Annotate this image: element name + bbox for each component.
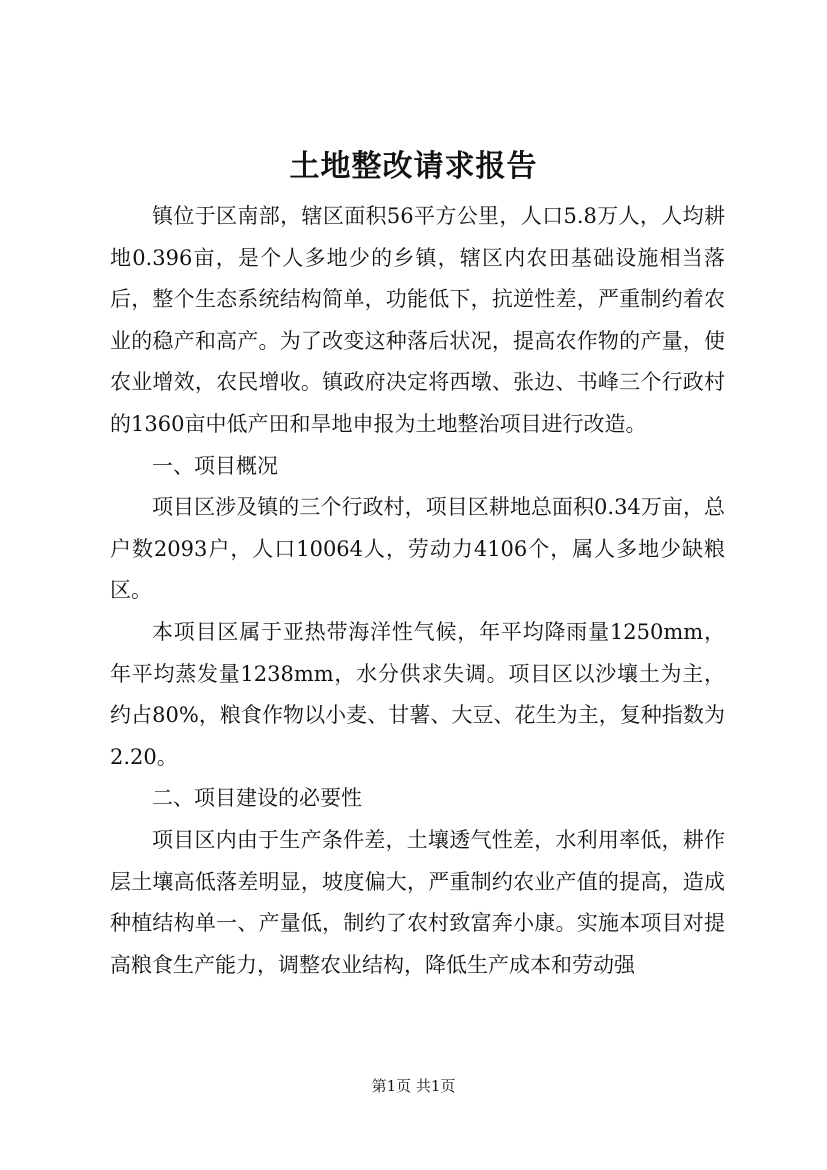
document-body (110, 196, 725, 986)
paragraph-climate: 本项目区属于亚热带海洋性气候，年平均降雨量1250mm，年平均蒸发量1238mm，水分供求失调。项目区以沙壤土为主，约占80%，粮食作物以小麦、甘薯、大豆、花生为主，复种指数为2.20。 (110, 619, 725, 769)
section-heading-overview: 一、项目概况 (152, 453, 278, 478)
paragraph-necessity: 项目区内由于生产条件差，土壤透气性差，水利用率低，耕作层土壤高低落差明显，坡度偏大，严重制约农业产值的提高，造成种植结构单一、产量低，制约了农村致富奔小康。实施本项目对提高粮食生产能力，调整农业结构，降低生产成本和劳动强 (110, 827, 725, 977)
paragraph-overview: 项目区涉及镇的三个行政村，项目区耕地总面积0.34万亩，总户数2093户，人口10064人，劳动力4106个，属人多地少缺粮区。 (110, 495, 725, 603)
document-title: 土地整改请求报告 (289, 149, 538, 184)
section-heading-necessity: 二、项目建设的必要性 (152, 786, 362, 811)
page-footer: 第1页 共1页 (371, 1077, 456, 1095)
paragraph-intro: 镇位于区南部，辖区面积56平方公里，人口5.8万人，人均耕地0.396亩，是个人多地少的乡镇，辖区内农田基础设施相当落后，整个生态系统结构简单，功能低下，抗逆性差，严重制约着农业的稳产和高产。为了改变这种落后状况，提高农作物的产量，使农业增效，农民增收。镇政府决定将西墩、张边、书峰三个行政村的1360亩中低产田和旱地申报为土地整治项目进行改造。 (110, 204, 725, 436)
